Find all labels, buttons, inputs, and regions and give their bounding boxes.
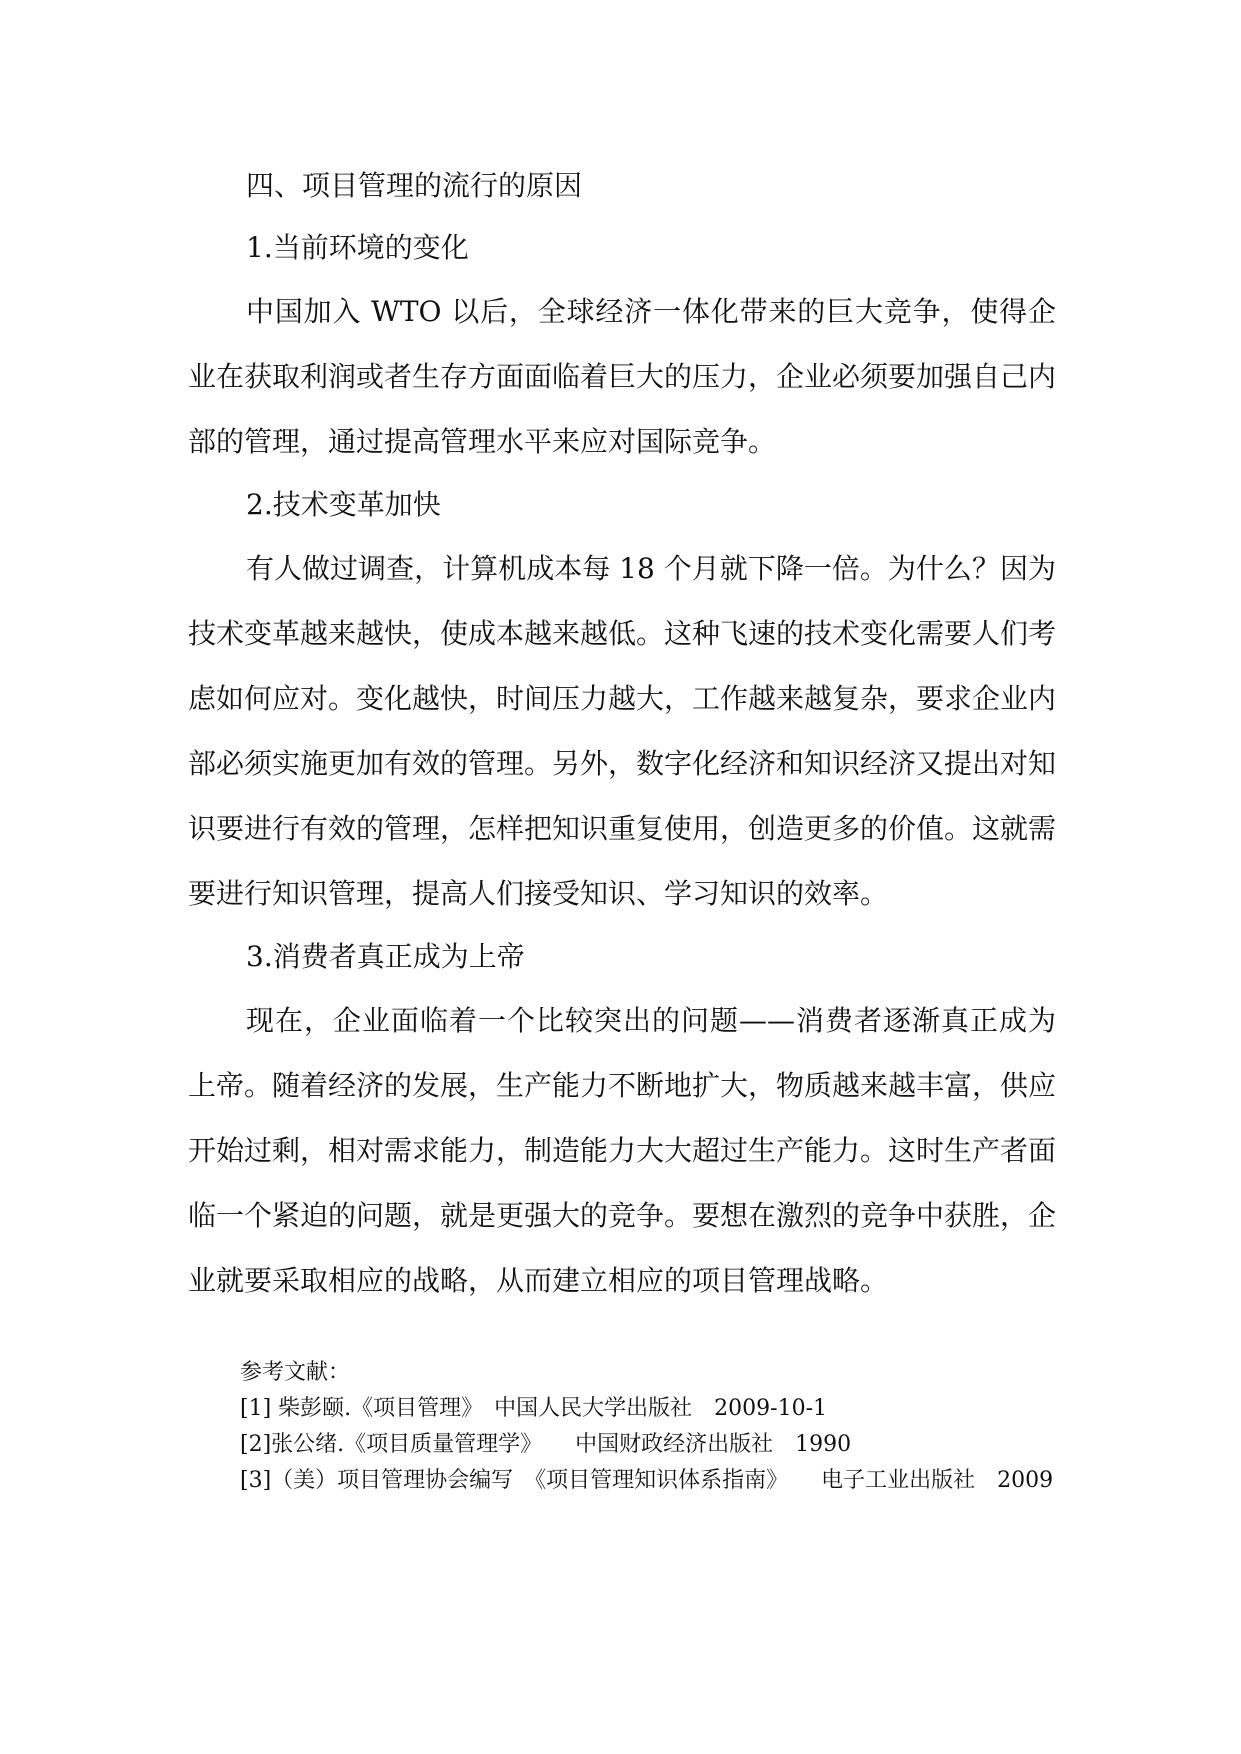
references-section xyxy=(188,1355,1068,1499)
paragraph-1: 中国加入 WTO 以后，全球经济一体化带来的巨大竞争，使得企业在获取利润或者生存方面面临着巨大的压力，企业必须要加强自己内部的管理，通过提高管理水平来应对国际竞争。 xyxy=(188,295,1057,458)
document-body xyxy=(188,155,1056,1313)
reference-item-1: [1] 柴彭颐.《项目管理》 中国人民大学出版社 2009-10-1 xyxy=(240,1396,827,1421)
paragraph-3: 现在，企业面临着一个比较突出的问题——消费者逐渐真正成为上帝。随着经济的发展，生产能力不断地扩大，物质越来越丰富，供应开始过剩，相对需求能力，制造能力大大超过生产能力。这时生产者面临一个紧迫的问题，就是更强大的竞争。要想在激烈的竞争中获胜，企业就要采取相应的战略，从而建立相应的项目管理战略。 xyxy=(188,1004,1057,1297)
subsection-heading-3: 3.消费者真正成为上帝 xyxy=(246,940,525,973)
reference-item-2: [2]张公绪.《项目质量管理学》 中国财政经济出版社 1990 xyxy=(240,1432,852,1457)
subsection-heading-2: 2.技术变革加快 xyxy=(246,488,441,521)
reference-item-3: [3]（美）项目管理协会编写 《项目管理知识体系指南》 电子工业出版社 2009 xyxy=(240,1468,1054,1493)
subsection-heading-1: 1.当前环境的变化 xyxy=(246,231,469,264)
references-title: 参考文献： xyxy=(240,1360,351,1385)
section-title: 四、项目管理的流行的原因 xyxy=(246,169,583,202)
paragraph-2: 有人做过调查，计算机成本每 18 个月就下降一倍。为什么？因为技术变革越来越快，使成本越来越低。这种飞速的技术变化需要人们考虑如何应对。变化越快，时间压力越大，工作越来越复杂，要求企业内部必须实施更加有效的管理。另外，数字化经济和知识经济又提出对知识要进行有效的管理，怎样把知识重复使用，创造更多的价值。这就需要进行知识管理，提高人们接受知识、学习知识的效率。 xyxy=(188,552,1057,910)
